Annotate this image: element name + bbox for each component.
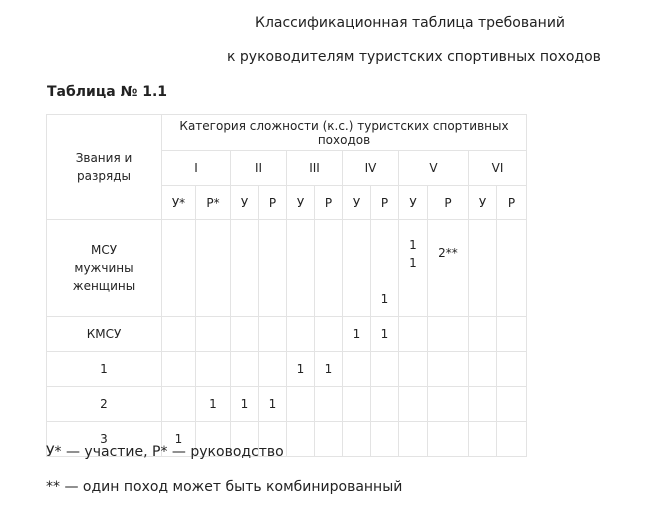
table-cell [231, 220, 259, 317]
table-cell [497, 422, 527, 457]
role-header: У* [162, 186, 196, 220]
legend-note: У* — участие, Р* — руководство [46, 444, 284, 460]
rank-cell: 3 [47, 422, 162, 457]
role-header: У [231, 186, 259, 220]
rank-line: МСУ [90, 243, 118, 257]
table-cell [287, 317, 315, 352]
table-cell [399, 422, 428, 457]
grade-header: VI [469, 151, 527, 186]
table-cell [428, 352, 469, 387]
table-cell: 1 [162, 422, 196, 457]
table-cell [428, 317, 469, 352]
table-cell [428, 422, 469, 457]
table-cell: 1 [231, 387, 259, 422]
rank-line: мужчины [74, 261, 134, 275]
table-cell [231, 317, 259, 352]
table-row-2 [47, 387, 527, 422]
table-cell [399, 387, 428, 422]
table-cell [343, 220, 371, 317]
role-header: Р [497, 186, 527, 220]
table-cell [196, 317, 231, 352]
role-header: Р* [196, 186, 231, 220]
role-header: Р [259, 186, 287, 220]
table-cell [469, 220, 497, 317]
heading-line-1: Классификационная таблица требований [255, 15, 566, 31]
grade-header: IV [343, 151, 399, 186]
table-cell [343, 387, 371, 422]
requirements-table [46, 114, 527, 457]
role-header: Р [315, 186, 343, 220]
table-cell: 1 [343, 317, 371, 352]
rank-header-cell [47, 115, 162, 220]
table-cell: 1 [259, 387, 287, 422]
table-cell [469, 422, 497, 457]
combined-note: ** — один поход может быть комбинированный [46, 479, 403, 495]
table-cell [497, 352, 527, 387]
category-header: Категория сложности (к.с.) туристских спортивных походов [179, 118, 509, 147]
rank-cell [47, 220, 162, 317]
table-cell [469, 352, 497, 387]
heading-line-2: к руководителям туристских спортивных походов [227, 49, 601, 65]
rank-cell: 2 [47, 387, 162, 422]
table-cell [469, 317, 497, 352]
table-cell [428, 387, 469, 422]
table-cell [315, 220, 343, 317]
table-cell [371, 352, 399, 387]
table-cell [315, 387, 343, 422]
table-cell [259, 317, 287, 352]
table-row-kmsu [47, 317, 527, 352]
table-cell [371, 387, 399, 422]
category-header-cell [162, 115, 527, 151]
table-cell [162, 387, 196, 422]
table-cell [371, 220, 399, 317]
table-cell [315, 422, 343, 457]
table-cell [469, 387, 497, 422]
table-cell [196, 352, 231, 387]
table-cell [497, 220, 527, 317]
rank-header: Звания и разряды [75, 151, 133, 183]
grade-header: III [287, 151, 343, 186]
table-cell [287, 220, 315, 317]
table-cell: 1 [315, 352, 343, 387]
table-cell [259, 352, 287, 387]
table-cell [497, 317, 527, 352]
table-cell [231, 352, 259, 387]
table-cell [287, 422, 315, 457]
table-cell-value: 1 1 [409, 238, 417, 270]
role-header: Р [371, 186, 399, 220]
role-header: У [399, 186, 428, 220]
table-cell: 1 [371, 317, 399, 352]
grade-header: I [162, 151, 231, 186]
table-caption: Таблица № 1.1 [47, 84, 168, 100]
role-header: Р [428, 186, 469, 220]
table-cell [162, 352, 196, 387]
table-cell [371, 422, 399, 457]
table-cell [287, 387, 315, 422]
table-row-msu [47, 220, 527, 317]
table-cell-value: 2** [438, 246, 458, 260]
table-cell [399, 317, 428, 352]
table-cell: 1 [196, 387, 231, 422]
role-header: У [343, 186, 371, 220]
table-row-1 [47, 352, 527, 387]
role-header: У [469, 186, 497, 220]
table-cell [343, 422, 371, 457]
table-cell [399, 352, 428, 387]
table-cell-value: 1 [380, 292, 389, 306]
table-cell [259, 220, 287, 317]
table-cell: 1 [287, 352, 315, 387]
table-cell [399, 220, 428, 317]
grade-header: V [399, 151, 469, 186]
table-cell [428, 220, 469, 317]
table-cell [315, 317, 343, 352]
rank-cell: КМСУ [47, 317, 162, 352]
rank-line: женщины [72, 279, 136, 293]
table-cell [497, 387, 527, 422]
table-cell [162, 317, 196, 352]
table-cell [343, 352, 371, 387]
rank-cell: 1 [47, 352, 162, 387]
grade-header: II [231, 151, 287, 186]
table-cell [162, 220, 196, 317]
role-header: У [287, 186, 315, 220]
table-cell [196, 220, 231, 317]
